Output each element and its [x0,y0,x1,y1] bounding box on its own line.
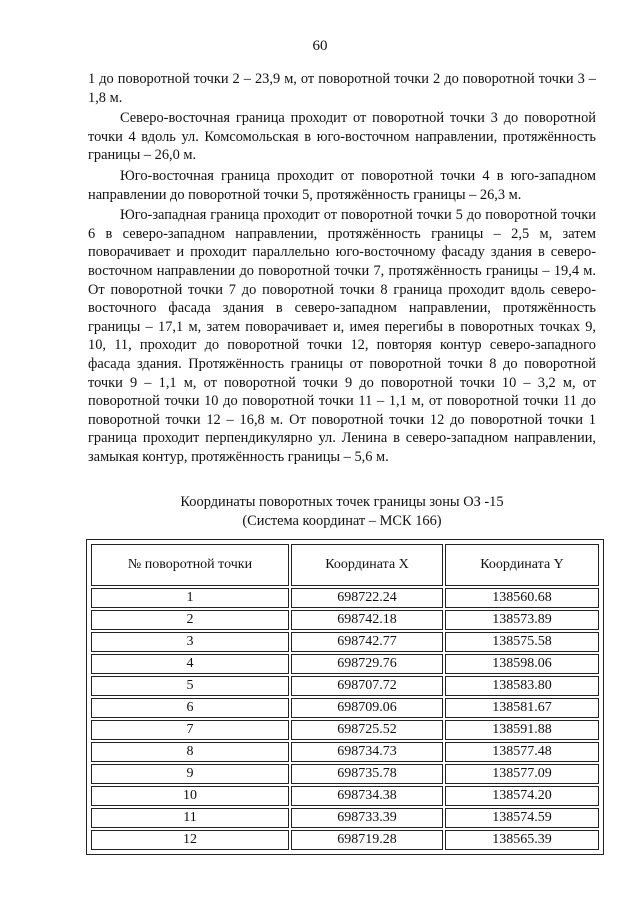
table-row [91,808,599,828]
cell-coordinate-x: 698742.18 [291,610,443,630]
header-coordinate-x: Координата X [291,544,443,586]
cell-coordinate-x: 698733.39 [291,808,443,828]
table-row [91,786,599,806]
page-number: 60 [312,38,328,54]
table-row [91,610,599,630]
cell-point-number: 3 [91,632,289,652]
cell-point-number: 7 [91,720,289,740]
cell-point-number: 6 [91,698,289,718]
paragraph-4: Юго-западная граница проходит от поворотной точки 5 до поворотной точки 6 в северо-западном направлении, протяжённость границы – 2,5 м, затем поворачивает и проходит параллельно юго-восточному фасаду здания в северо-восточном направлении до поворотной точки 7, протяжённость границы – 19,4 м. От поворотной точки 7 до поворотной точки 8 граница проходит вдоль северо-восточного фасада здания в северо-западном направлении, протяжённость границы – 17,1 м, затем поворачивает и, имея перегибы в поворотных точках 9, 10, 11, проходит до поворотной точки 12, повторяя контур северо-западного фасада здания. Протяжённость границы от поворотной точки 8 до поворотной точки 9 – 1,1 м, от поворотной точки 9 до поворотной точки 10 – 3,2 м, от поворотной точки 10 до поворотной точки 11 – 1,1 м, от поворотной точки 11 до поворотной точки 12 – 16,8 м. От поворотной точки 12 до поворотной точки 1 граница проходит перпендикулярно ул. Ленина в северо-западном направлении, замыкая контур, протяжённость границы – 5,6 м. [88,207,596,465]
cell-point-number: 4 [91,654,289,674]
table-row [91,632,599,652]
cell-point-number: 5 [91,676,289,696]
table-row [91,698,599,718]
table-caption-line-1: Координаты поворотных точек границы зоны ОЗ -15 [180,494,504,510]
cell-coordinate-x: 698742.77 [291,632,443,652]
body-text [88,70,596,466]
coordinates-table-frame [86,539,604,855]
cell-point-number: 12 [91,830,289,850]
cell-coordinate-y: 138574.59 [445,808,599,828]
cell-coordinate-x: 698707.72 [291,676,443,696]
cell-coordinate-y: 138573.89 [445,610,599,630]
table-body [91,588,599,850]
table-row [91,830,599,850]
cell-coordinate-x: 698729.76 [291,654,443,674]
table-row [91,676,599,696]
cell-coordinate-x: 698719.28 [291,830,443,850]
cell-coordinate-y: 138577.09 [445,764,599,784]
cell-coordinate-y: 138574.20 [445,786,599,806]
cell-coordinate-x: 698735.78 [291,764,443,784]
cell-coordinate-y: 138583.80 [445,676,599,696]
table-row [91,588,599,608]
coordinates-table [89,542,601,852]
cell-coordinate-y: 138591.88 [445,720,599,740]
cell-point-number: 1 [91,588,289,608]
cell-coordinate-y: 138577.48 [445,742,599,762]
cell-coordinate-x: 698725.52 [291,720,443,740]
paragraph-1: 1 до поворотной точки 2 – 23,9 м, от поворотной точки 2 до поворотной точки 3 – 1,8 м. [88,71,596,106]
cell-coordinate-y: 138565.39 [445,830,599,850]
header-coordinate-y: Координата Y [445,544,599,586]
cell-point-number: 8 [91,742,289,762]
table-row [91,742,599,762]
table-header-row [91,544,599,586]
cell-point-number: 11 [91,808,289,828]
cell-point-number: 10 [91,786,289,806]
cell-coordinate-x: 698734.73 [291,742,443,762]
cell-coordinate-x: 698722.24 [291,588,443,608]
table-row [91,720,599,740]
table-caption-line-2: (Система координат – МСК 166) [242,513,442,529]
table-row [91,764,599,784]
cell-coordinate-y: 138575.58 [445,632,599,652]
table-row [91,654,599,674]
cell-coordinate-x: 698734.38 [291,786,443,806]
paragraph-2: Северо-восточная граница проходит от поворотной точки 3 до поворотной точки 4 вдоль ул. Комсомольская в юго-восточном направлении, протяжённость границы – 26,0 м. [88,110,596,164]
cell-point-number: 2 [91,610,289,630]
cell-coordinate-y: 138598.06 [445,654,599,674]
table-caption [88,493,596,531]
cell-point-number: 9 [91,764,289,784]
cell-coordinate-y: 138560.68 [445,588,599,608]
cell-coordinate-x: 698709.06 [291,698,443,718]
cell-coordinate-y: 138581.67 [445,698,599,718]
header-point-number: № поворотной точки [91,544,289,586]
paragraph-3: Юго-восточная граница проходит от поворотной точки 4 в юго-западном направлении до поворотной точки 5, протяжённость границы – 26,3 м. [88,167,596,203]
